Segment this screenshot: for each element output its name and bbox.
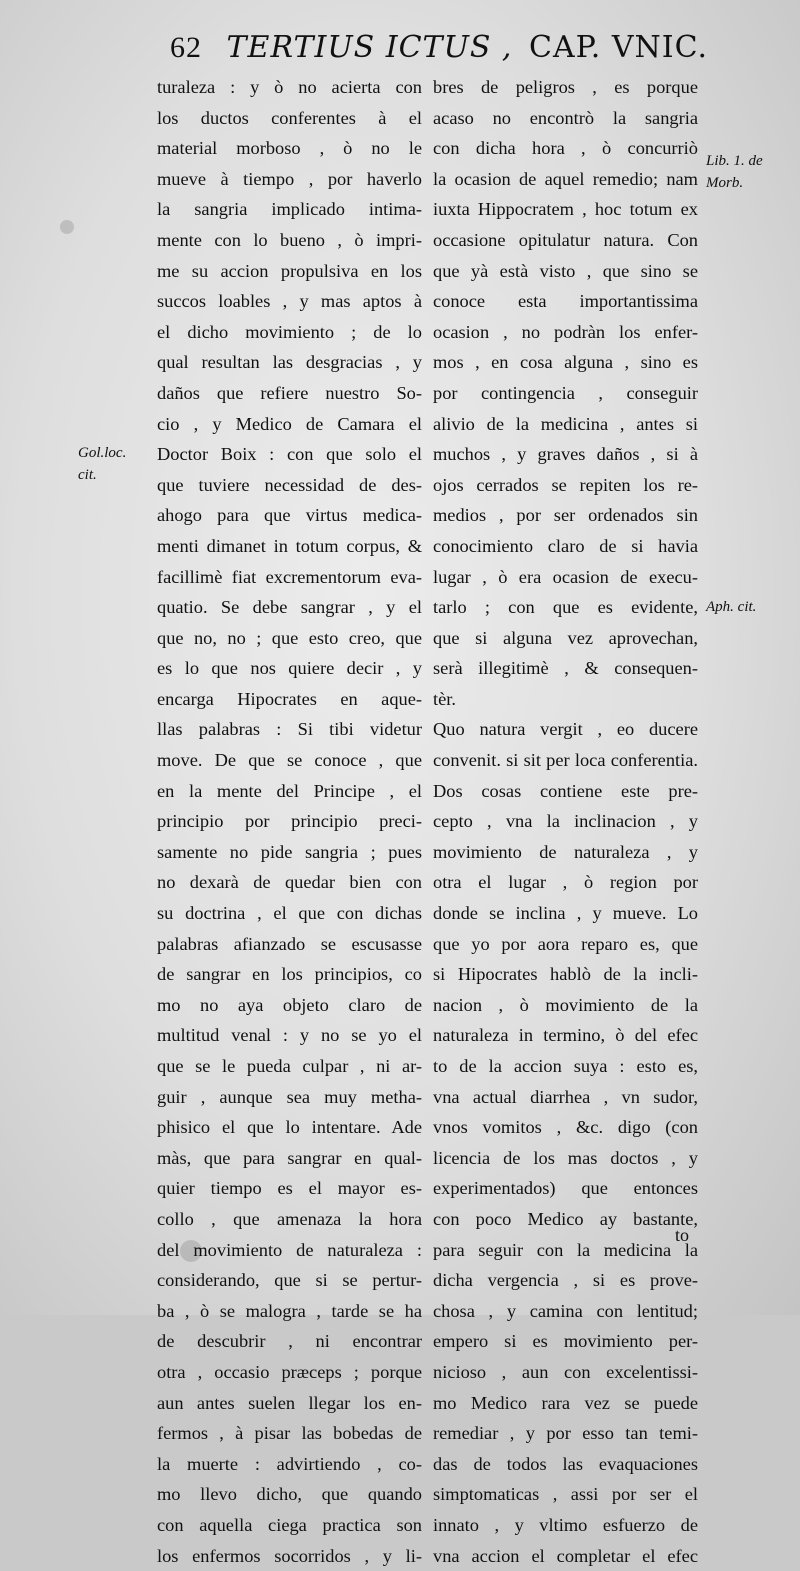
text-line: iuxta Hippocratem , hoc totum ex [433,194,698,225]
text-line: tarlo ; con que es evidente, [433,592,698,623]
text-line: me su accion propulsiva en los [157,256,422,287]
ink-stain [60,220,74,234]
text-line: vna accion el completar el efec [433,1541,698,1571]
text-line: cepto , vna la inclinacion , y [433,806,698,837]
text-line: del movimiento de naturaleza : [157,1235,422,1266]
text-line: daños que refiere nuestro So- [157,378,422,409]
text-line: quatio. Se debe sangrar , y el [157,592,422,623]
text-line: es lo que nos quiere decir , y [157,653,422,684]
text-line: acaso no encontrò la sangria [433,103,698,134]
text-line: llas palabras : Si tibi videtur [157,714,422,745]
text-line: to de la accion suya : esto es, [433,1051,698,1082]
text-line: vnos vomitos , &c. digo (con [433,1112,698,1143]
text-line: mente con lo bueno , ò impri- [157,225,422,256]
text-line: facillimè fiat excrementorum eva- [157,562,422,593]
text-line: no dexarà de quedar bien con [157,867,422,898]
text-line: mueve à tiempo , por haverlo [157,164,422,195]
text-line: turaleza : y ò no acierta con [157,72,422,103]
text-line: collo , que amenaza la hora [157,1204,422,1235]
text-line: que si alguna vez aprovechan, [433,623,698,654]
text-line: lugar , ò era ocasion de execu- [433,562,698,593]
text-line: serà illegitimè , & consequen- [433,653,698,684]
text-line: si Hipocrates hablò de la incli- [433,959,698,990]
text-line: succos loables , y mas aptos à [157,286,422,317]
text-line: para seguir con la medicina la [433,1235,698,1266]
right-text-column [433,72,698,1571]
text-line: quier tiempo es el mayor es- [157,1173,422,1204]
text-line: movimiento de naturaleza , y [433,837,698,868]
text-line: material morboso , ò no le [157,133,422,164]
text-line: ojos cerrados se repiten los re- [433,470,698,501]
text-line: Dos cosas contiene este pre- [433,776,698,807]
text-line: la ocasion de aquel remedio; nam [433,164,698,195]
text-line: que yo por aora reparo es, que [433,929,698,960]
text-line: empero si es movimiento per- [433,1326,698,1357]
text-line: la muerte : advirtiendo , co- [157,1449,422,1480]
text-line: su doctrina , el que con dichas [157,898,422,929]
text-line: convenit. si sit per loca conferentia. [433,745,698,776]
text-line: que tuviere necessidad de des- [157,470,422,501]
text-line: tèr. [433,684,698,715]
text-line: innato , y vltimo esfuerzo de [433,1510,698,1541]
text-line: mo llevo dicho, que quando [157,1479,422,1510]
text-line: naturaleza in termino, ò del efec [433,1020,698,1051]
margin-note-lib: Lib. 1. de Morb. [706,150,763,194]
text-line: dicha vergencia , si es prove- [433,1265,698,1296]
margin-note-gol: Gol.loc. cit. [78,442,126,486]
catchword: to [675,1225,689,1246]
text-line: simptomaticas , assi por ser el [433,1479,698,1510]
text-line: ahogo para que virtus medica- [157,500,422,531]
text-line: con poco Medico ay bastante, [433,1204,698,1235]
text-line: vna actual diarrhea , vn sudor, [433,1082,698,1113]
text-line: otra el lugar , ò region por [433,867,698,898]
left-text-column [157,72,422,1571]
text-line: guir , aunque sea muy metha- [157,1082,422,1113]
text-line: samente no pide sangria ; pues [157,837,422,868]
text-line: de sangrar en los principios, co [157,959,422,990]
text-line: Doctor Boix : con que solo el [157,439,422,470]
text-line: conocimiento claro de si havia [433,531,698,562]
text-line: nicioso , aun con excelentissi- [433,1357,698,1388]
text-line: mos , en cosa alguna , sino es [433,347,698,378]
text-line: otra , occasio præceps ; porque [157,1357,422,1388]
chapter-label: CAP. VNIC. [529,30,708,65]
running-title: TERTIUS ICTUS , [227,30,513,65]
margin-note-aph: Aph. cit. [706,596,756,618]
text-line: medios , por ser ordenados sin [433,500,698,531]
text-line: en la mente del Principe , el [157,776,422,807]
text-line: nacion , ò movimiento de la [433,990,698,1021]
text-line: con aquella ciega practica son [157,1510,422,1541]
text-line: multitud venal : y no se yo el [157,1020,422,1051]
text-line: palabras afianzado se escusasse [157,929,422,960]
text-line: por contingencia , conseguir [433,378,698,409]
text-line: remediar , y por esso tan temi- [433,1418,698,1449]
text-line: màs, que para sangrar en qual- [157,1143,422,1174]
text-line: bres de peligros , es porque [433,72,698,103]
text-line: mo Medico rara vez se puede [433,1388,698,1419]
text-line: das de todos las evaquaciones [433,1449,698,1480]
text-line: el dicho movimiento ; de lo [157,317,422,348]
text-line: alivio de la medicina , antes si [433,409,698,440]
text-line: muchos , y graves daños , si à [433,439,698,470]
text-line: ocasion , no podràn los enfer- [433,317,698,348]
text-line: licencia de los mas doctos , y [433,1143,698,1174]
text-line: que se le pueda culpar , ni ar- [157,1051,422,1082]
text-line: los ductos conferentes à el [157,103,422,134]
text-line: qual resultan las desgracias , y [157,347,422,378]
text-line: los enfermos socorridos , y li- [157,1541,422,1571]
text-line: de descubrir , ni encontrar [157,1326,422,1357]
text-line: cio , y Medico de Camara el [157,409,422,440]
text-line: move. De que se conoce , que [157,745,422,776]
text-line: la sangria implicado intima- [157,194,422,225]
text-line: chosa , y camina con lentitud; [433,1296,698,1327]
text-line: experimentados) que entonces [433,1173,698,1204]
text-line: con dicha hora , ò concurriò [433,133,698,164]
text-line: encarga Hipocrates en aque- [157,684,422,715]
text-line: aun antes suelen llegar los en- [157,1388,422,1419]
text-line: que no, no ; que esto creo, que [157,623,422,654]
text-line: mo no aya objeto claro de [157,990,422,1021]
text-line: ba , ò se malogra , tarde se ha [157,1296,422,1327]
page-number: 62 [170,31,202,64]
text-line: occasione opitulatur natura. Con [433,225,698,256]
text-line: que yà està visto , que sino se [433,256,698,287]
running-header [170,30,640,70]
text-line: considerando, que si se pertur- [157,1265,422,1296]
text-line: phisico el que lo intentare. Ade [157,1112,422,1143]
text-line: donde se inclina , y mueve. Lo [433,898,698,929]
text-line: fermos , à pisar las bobedas de [157,1418,422,1449]
text-line: menti dimanet in totum corpus, & [157,531,422,562]
text-line: Quo natura vergit , eo ducere [433,714,698,745]
text-line: conoce esta importantissima [433,286,698,317]
text-line: principio por principio preci- [157,806,422,837]
